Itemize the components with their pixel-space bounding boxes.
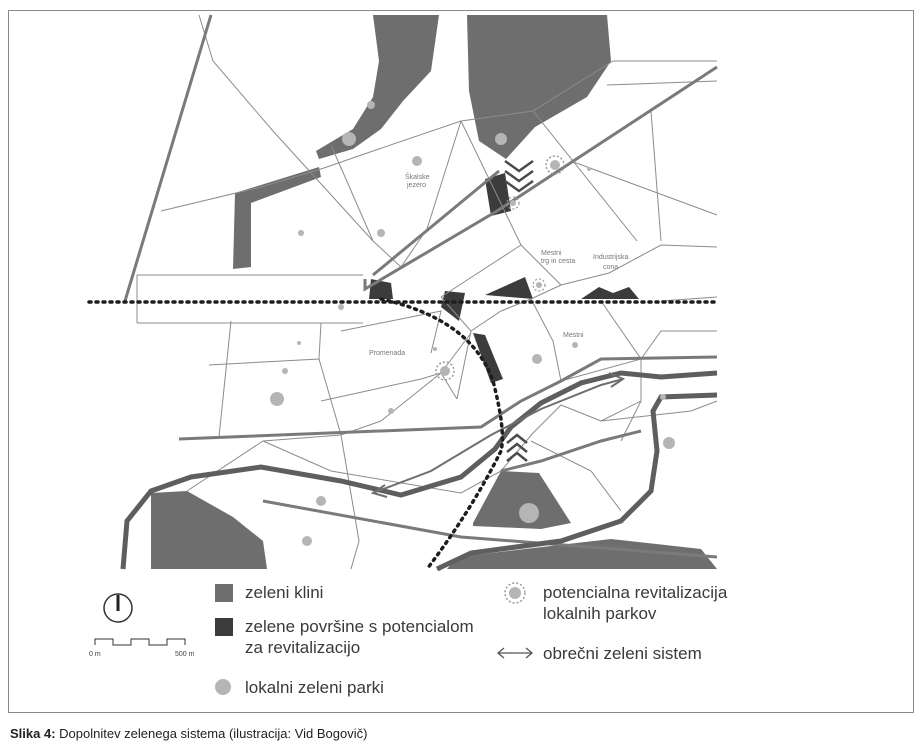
revitalization-area-6 [581,287,639,299]
label-industrijska-line1: Industrijska [593,254,629,261]
legend-label-revitalization-line2: za revitalizacijo [245,638,361,657]
legend-label-potential-line1: potencialna revitalizacija [543,583,728,602]
figure-caption [10,726,367,741]
legend-label-revitalization-line1: zelene površine s potencialom [245,617,474,636]
legend-swatch-revitalization [215,618,233,636]
legend-label-riverside: obrečni zeleni sistem [543,644,702,663]
scale-bar [95,639,185,645]
scale-bar-end: 500 m [175,651,195,658]
revitalization-area-3 [441,291,465,321]
label-promenada: Promenada [369,350,406,357]
legend-label-green-wedges: zeleni klini [245,583,324,602]
revitalization-area-5 [485,277,533,299]
legend-swatch-potential-revitalization [505,583,525,603]
north-arrow-icon [104,594,132,622]
label-skaleske-line2: jezero [407,182,427,189]
potential-park-revitalization-marker-4 [533,279,545,291]
legend-swatch-local-parks [215,679,231,695]
revitalization-area-4 [473,333,503,383]
legend-swatch-green-wedges [215,584,233,602]
revitalization-area-2 [369,279,393,299]
green-wedge-northeast [467,15,611,159]
caption-text: Dopolnitev zelenega sistema (ilustracija: Vid Bogovič) [55,726,368,741]
potential-park-revitalization-marker-2 [436,362,454,380]
chevron-marker-north [505,161,533,191]
label-mestni-line2: trg in cesta [541,258,576,265]
chevron-marker-south [507,435,527,461]
green-wedge-south [473,471,571,529]
green-wedge-north [316,15,439,159]
scale-bar-start: 0 m [89,651,101,658]
label-skaleske-line1: Škalske [405,174,430,181]
legend-swatch-riverside-arrow-icon [498,648,532,658]
label-mestni-line1: Mestni [541,250,562,257]
label-industrijska-line2: cona [603,264,619,271]
label-mestni-park: Mestni [563,332,584,339]
caption-label: Slika 4: [10,726,56,741]
green-wedge-southwest [151,491,267,569]
urban-green-system-map [9,11,915,714]
legend-label-local-parks: lokalni zeleni parki [245,678,384,697]
figure-frame [8,10,914,713]
river-line-lower [437,395,717,569]
legend-label-potential-line2: lokalnih parkov [543,604,657,623]
